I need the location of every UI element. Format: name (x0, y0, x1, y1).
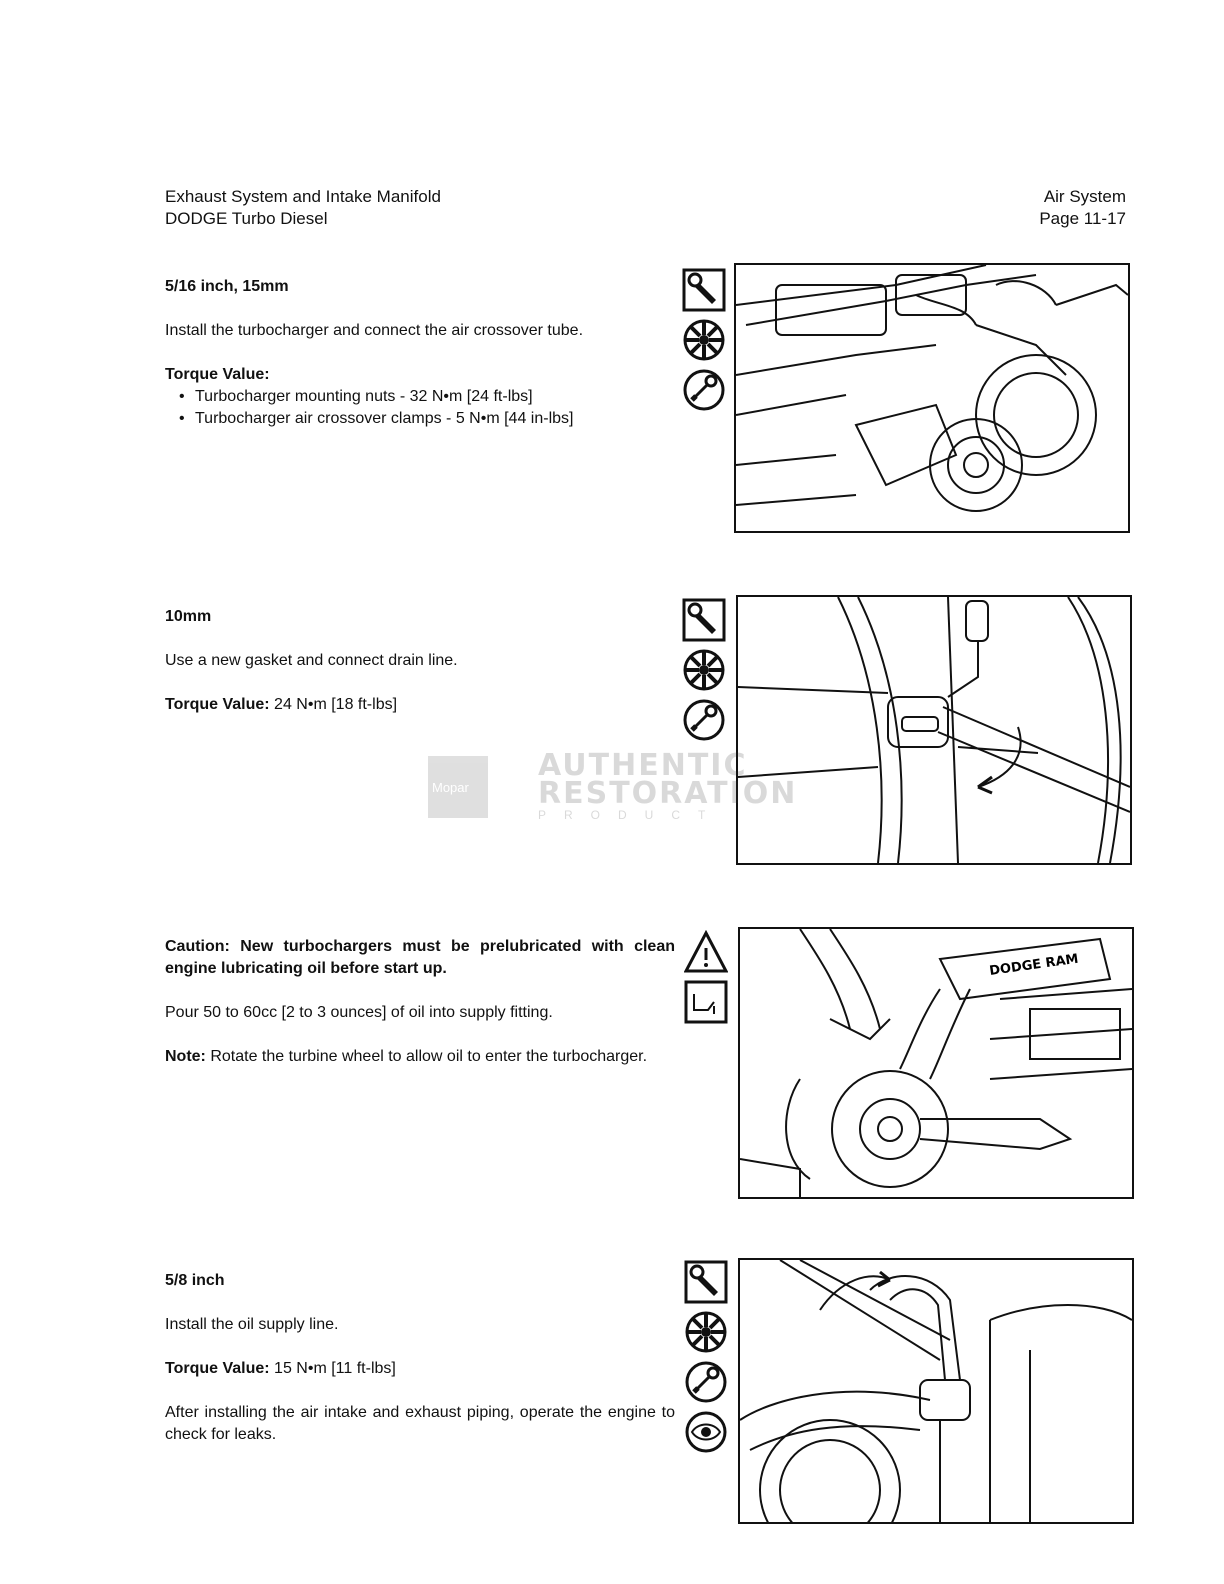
figure-prelube (738, 927, 1134, 1199)
dodge-ram-label: DODGE RAM (988, 951, 1080, 979)
step-4-icons (684, 1260, 732, 1460)
page-header-right (1039, 186, 1126, 230)
note-text: Rotate the turbine wheel to allow oil to enter the turbocharger. (205, 1048, 648, 1065)
tool-size: 5/8 inch (165, 1272, 225, 1289)
instruction: Install the turbocharger and connect the air crossover tube. (165, 322, 584, 339)
inspect-eye-icon (684, 1410, 728, 1454)
final-instruction: After installing the air intake and exhaust piping, operate the engine to check for leaks. (165, 1404, 675, 1443)
chapter-title: Air System (1043, 187, 1126, 206)
watermark (428, 748, 798, 822)
torque-wrench-icon (682, 698, 726, 742)
step-3-icons (684, 930, 732, 1030)
torque-value: 24 N•m [18 ft-lbs] (269, 696, 398, 713)
page-number: Page 11-17 (1039, 209, 1126, 228)
instruction: Install the oil supply line. (165, 1316, 339, 1333)
step-1 (165, 276, 675, 430)
caution-triangle-icon (684, 930, 728, 974)
watermark-subtitle: PRODUCT (538, 808, 724, 822)
note-label: Note: (165, 1048, 206, 1065)
prelube-illustration (740, 929, 1132, 1197)
step-2 (165, 606, 675, 738)
figure-drain-line (736, 595, 1132, 865)
torque-wrench-icon (684, 1360, 728, 1404)
figure-turbo-install (734, 263, 1130, 533)
page-header-left (165, 186, 441, 230)
torque-item: • Turbocharger air crossover clamps - 5 N•m [44 in-lbs] (179, 408, 675, 430)
torque-list (165, 386, 675, 430)
wrench-icon (682, 598, 726, 642)
drain-line-illustration (738, 597, 1130, 863)
step-3 (165, 936, 675, 1090)
tool-size: 5/16 inch, 15mm (165, 278, 289, 295)
socket-icon (682, 318, 726, 362)
step-4 (165, 1270, 675, 1468)
watermark-title: AUTHENTIC RESTORATION (538, 748, 798, 811)
oil-supply-illustration (740, 1260, 1132, 1522)
torque-line (165, 694, 675, 716)
wrench-icon (684, 1260, 728, 1304)
step-2-icons (682, 598, 730, 748)
torque-label: Torque Value: (165, 366, 270, 383)
oil-can-icon (684, 980, 728, 1024)
torque-label: Torque Value: (165, 1360, 270, 1377)
tool-size: 10mm (165, 608, 212, 625)
instruction: Use a new gasket and connect drain line. (165, 652, 458, 669)
wrench-icon (682, 268, 726, 312)
torque-value: 15 N•m [11 ft-lbs] (269, 1360, 396, 1377)
engine-illustration (736, 265, 1128, 531)
step-1-icons (682, 268, 730, 418)
torque-line (165, 1358, 675, 1380)
mopar-logo: Mopar (428, 756, 488, 818)
note (165, 1046, 675, 1068)
socket-icon (684, 1310, 728, 1354)
manual-title: DODGE Turbo Diesel (165, 209, 328, 228)
torque-label: Torque Value: (165, 696, 270, 713)
figure-oil-supply-line (738, 1258, 1134, 1524)
socket-icon (682, 648, 726, 692)
caution-text: Caution: New turbochargers must be prelubricated with clean engine lubricating oil before start up. (165, 938, 675, 977)
section-title: Exhaust System and Intake Manifold (165, 187, 441, 206)
torque-item: • Turbocharger mounting nuts - 32 N•m [24 ft-lbs] (179, 386, 675, 408)
torque-wrench-icon (682, 368, 726, 412)
instruction: Pour 50 to 60cc [2 to 3 ounces] of oil into supply fitting. (165, 1004, 553, 1021)
